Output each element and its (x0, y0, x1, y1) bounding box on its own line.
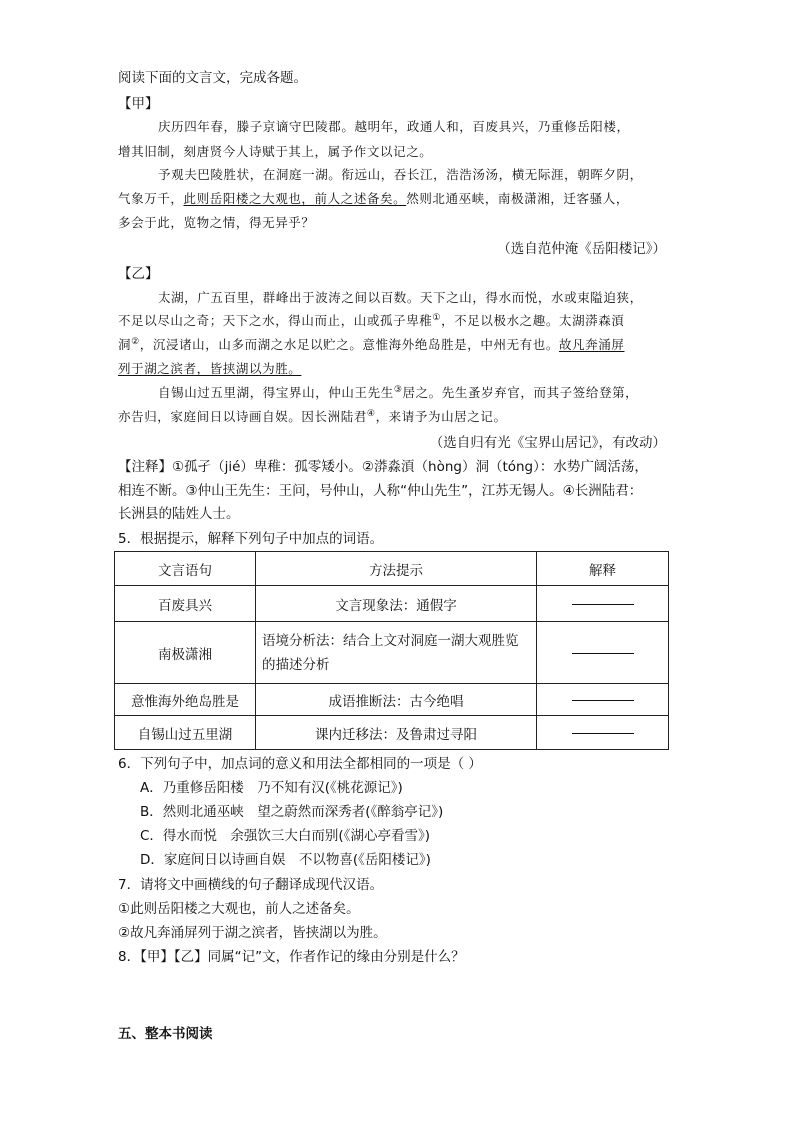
jia-p2-line3: 多会于此，览物之情，得无异乎？ (118, 215, 315, 230)
table-row (115, 684, 669, 716)
yi-label: 【乙】 (118, 266, 159, 282)
q5-row1-sentence: 百废具兴 (115, 586, 256, 622)
q5-row2-sentence: 南极潇湘 (115, 622, 256, 684)
q7-stem: 7．请将文中画横线的句子翻译成现代汉语。 (118, 877, 384, 893)
jia-p2-line1: 予观夫巴陵胜状，在洞庭一湖。衔远山，吞长江，浩浩汤汤，横无际涯，朝晖夕阴， (158, 167, 643, 182)
jia-p2-line2-a: 气象万千， (118, 191, 184, 206)
notes-line2: 相连不断。③仲山王先生：王问，号仲山，人称“仲山先生”，江苏无锡人。④长洲陆君： (118, 483, 643, 499)
jia-label: 【甲】 (118, 96, 159, 112)
notes-line3: 长洲县的陆姓人士。 (118, 506, 240, 522)
q6-option-c: C．得水而悦 余强饮三大白而别(《湖心亭看雪》) (140, 828, 430, 844)
jia-p1-line2: 增其旧制，刻唐贤今人诗赋于其上，属予作文以记之。 (118, 144, 433, 159)
jia-underlined-sentence: 此则岳阳楼之大观也，前人之述备矣。 (183, 191, 407, 206)
q6-option-a: A．乃重修岳阳楼 乃不知有汉(《桃花源记》) (140, 780, 403, 796)
q7-sentence1: ①此则岳阳楼之大观也，前人之述备矣。 (118, 901, 360, 917)
yi-p1-line2 (118, 311, 624, 329)
table-row (115, 622, 669, 684)
note-marker-4: ④ (366, 408, 376, 419)
q6-option-b: B．然则北通巫峡 望之蔚然而深秀者(《醉翁亭记》) (140, 804, 444, 820)
jia-p2-line2 (118, 189, 629, 207)
jia-source: （选自范仲淹《岳阳楼记》） (497, 241, 666, 257)
q5-header-sentence: 文言语句 (115, 552, 256, 586)
note-marker-2: ② (131, 336, 140, 347)
yi-p1-line3 (118, 335, 625, 353)
q5-row1-hint: 文言现象法：通假字 (256, 586, 537, 622)
yi-p2-line2-a: 亦告归，家庭间日以诗画自娱。因长洲陆君 (118, 409, 367, 424)
q5-table-header-row (115, 552, 669, 586)
answer-blank[interactable] (572, 732, 634, 734)
yi-p2-line2 (118, 407, 507, 425)
q5-header-hint: 方法提示 (256, 552, 537, 586)
yi-p1-line2-b: ，不足以极水之趣。太湖漭森湏 (441, 313, 625, 328)
q5-row3-sentence: 意惟海外绝岛胜是 (115, 684, 256, 716)
yi-underlined-sentence-start: 故凡奔涌屏 (558, 337, 625, 352)
yi-p2-line1-b: 居之。先生蚤岁弃官，而其子签给登第， (402, 385, 639, 400)
q5-row3-hint: 成语推断法：古今绝唱 (256, 684, 537, 716)
q5-row1-answer[interactable] (537, 586, 669, 622)
note-marker-3: ③ (393, 384, 403, 395)
q5-header-answer: 解释 (537, 552, 669, 586)
intro-text: 阅读下面的文言文，完成各题。 (118, 70, 307, 86)
q5-table (114, 551, 669, 750)
note-marker-1: ① (432, 312, 442, 323)
q5-row4-hint: 课内迁移法：及鲁肃过寻阳 (256, 716, 537, 750)
q7-sentence2: ②故凡奔涌屏列于湖之滨者，皆挟湖以为胜。 (118, 925, 387, 941)
notes-line1: 【注释】①孤孑（jié）卑稚：孤零矮小。②漭淼湏（hòng）洞（tóng）：水势广阔活荡， (118, 459, 648, 475)
yi-underlined-sentence-end: 列于湖之滨者，皆挟湖以为胜。 (118, 361, 302, 376)
q5-stem: 5．根据提示，解释下列句子中加点的词语。 (118, 531, 384, 547)
q6-stem: 6．下列句子中，加点词的意义和用法全都相同的一项是（ ） (118, 756, 482, 772)
section5-heading: 五、整本书阅读 (118, 1026, 213, 1042)
jia-p1-line1: 庆历四年春，滕子京谪守巴陵郡。越明年，政通人和，百废具兴，乃重修岳阳楼， (158, 119, 630, 134)
yi-p1-line1: 太湖，广五百里，群峰出于波涛之间以百数。天下之山，得水而悦，水或束隘迫狭， (158, 290, 643, 305)
yi-p2-line2-b: ，来请予为山居之记。 (375, 409, 507, 424)
yi-p1-line3-a: 洞 (118, 337, 132, 352)
q5-row3-answer[interactable] (537, 684, 669, 716)
answer-blank[interactable] (572, 699, 634, 701)
yi-source: （选自归有光《宝界山居记》，有改动） (429, 435, 666, 451)
q5-row4-sentence: 自锡山过五里湖 (115, 716, 256, 750)
answer-blank[interactable] (572, 603, 634, 605)
q5-row4-answer[interactable] (537, 716, 669, 750)
q5-row2-hint: 语境分析法：结合上文对洞庭一湖大观胜览的描述分析 (256, 622, 537, 684)
yi-p1-line3-b: ，沉浸诸山，山多而湖之水足以贮之。意惟海外绝岛胜是，中州无有也。 (139, 337, 559, 352)
jia-p2-line2-b: 然则北通巫峡，南极潇湘，迁客骚人， (406, 191, 629, 206)
yi-p2-line1 (158, 383, 638, 401)
table-row (115, 716, 669, 750)
q6-option-d: D．家庭间日以诗画自娱 不以物喜(《岳阳楼记》) (140, 852, 431, 868)
q8-stem: 8．【甲】【乙】同属“记”文，作者作记的缘由分别是什么？ (118, 949, 465, 965)
table-row (115, 586, 669, 622)
answer-blank[interactable] (572, 652, 634, 654)
q5-row2-answer[interactable] (537, 622, 669, 684)
yi-p2-line1-a: 自锡山过五里湖，得宝界山，仲山王先生 (158, 385, 394, 400)
yi-p1-line2-a: 不足以尽山之奇；天下之水，得山而止，山或孤子卑稚 (118, 313, 433, 328)
